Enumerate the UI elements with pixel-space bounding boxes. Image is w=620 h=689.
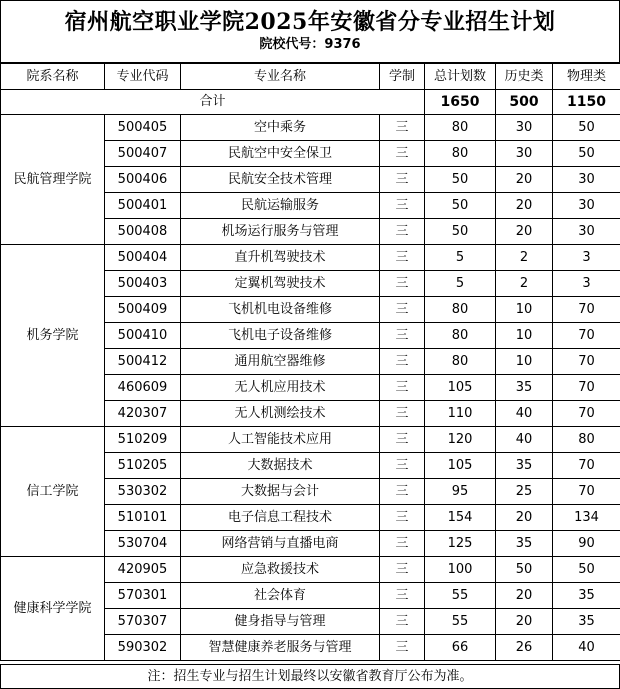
history-plan: 35: [496, 531, 553, 557]
study-years: 三: [380, 323, 425, 349]
major-code: 460609: [105, 375, 181, 401]
major-name: 应急救援技术: [181, 557, 380, 583]
total-count: 1650: [425, 90, 496, 115]
major-name: 飞机机电设备维修: [181, 297, 380, 323]
major-code: 500403: [105, 271, 181, 297]
total-plan: 5: [425, 245, 496, 271]
major-name: 人工智能技术应用: [181, 427, 380, 453]
total-plan: 80: [425, 115, 496, 141]
major-code: 510209: [105, 427, 181, 453]
major-name: 定翼机驾驶技术: [181, 271, 380, 297]
physics-plan: 70: [553, 401, 620, 427]
physics-plan: 40: [553, 635, 620, 661]
total-plan: 110: [425, 401, 496, 427]
physics-plan: 70: [553, 453, 620, 479]
major-name: 健身指导与管理: [181, 609, 380, 635]
major-name: 无人机应用技术: [181, 375, 380, 401]
history-plan: 26: [496, 635, 553, 661]
major-name: 大数据与会计: [181, 479, 380, 505]
footnote: 注：招生专业与招生计划最终以安徽省教育厅公布为准。: [0, 664, 620, 689]
table-row: [1, 427, 620, 453]
study-years: 三: [380, 193, 425, 219]
total-row: [1, 90, 620, 115]
total-plan: 50: [425, 193, 496, 219]
department-name: 健康科学学院: [1, 557, 105, 661]
physics-plan: 50: [553, 115, 620, 141]
physics-plan: 35: [553, 609, 620, 635]
study-years: 三: [380, 349, 425, 375]
major-code: 500406: [105, 167, 181, 193]
major-code: 500405: [105, 115, 181, 141]
study-years: 三: [380, 479, 425, 505]
total-plan: 5: [425, 271, 496, 297]
major-code: 500401: [105, 193, 181, 219]
study-years: 三: [380, 531, 425, 557]
physics-plan: 50: [553, 141, 620, 167]
major-name: 直升机驾驶技术: [181, 245, 380, 271]
history-plan: 10: [496, 297, 553, 323]
table-row: [1, 557, 620, 583]
total-plan: 66: [425, 635, 496, 661]
history-plan: 20: [496, 505, 553, 531]
major-code: 570301: [105, 583, 181, 609]
history-plan: 20: [496, 167, 553, 193]
major-code: 590302: [105, 635, 181, 661]
history-plan: 20: [496, 609, 553, 635]
history-plan: 30: [496, 141, 553, 167]
total-plan: 80: [425, 349, 496, 375]
total-plan: 95: [425, 479, 496, 505]
major-name: 电子信息工程技术: [181, 505, 380, 531]
physics-plan: 3: [553, 245, 620, 271]
physics-plan: 30: [553, 219, 620, 245]
total-label: 合计: [1, 90, 425, 115]
physics-plan: 70: [553, 297, 620, 323]
study-years: 三: [380, 167, 425, 193]
major-code: 500407: [105, 141, 181, 167]
physics-plan: 30: [553, 193, 620, 219]
major-name: 社会体育: [181, 583, 380, 609]
total-plan: 55: [425, 609, 496, 635]
major-code: 570307: [105, 609, 181, 635]
study-years: 三: [380, 245, 425, 271]
study-years: 三: [380, 297, 425, 323]
major-code: 420905: [105, 557, 181, 583]
history-plan: 2: [496, 271, 553, 297]
major-code: 500410: [105, 323, 181, 349]
history-plan: 40: [496, 427, 553, 453]
physics-plan: 90: [553, 531, 620, 557]
major-code: 500409: [105, 297, 181, 323]
major-name: 无人机测绘技术: [181, 401, 380, 427]
column-header: 总计划数: [425, 64, 496, 90]
study-years: 三: [380, 609, 425, 635]
study-years: 三: [380, 401, 425, 427]
total-plan: 80: [425, 323, 496, 349]
physics-plan: 3: [553, 271, 620, 297]
column-header: 学制: [380, 64, 425, 90]
title-block: [0, 0, 620, 63]
study-years: 三: [380, 219, 425, 245]
major-code: 500404: [105, 245, 181, 271]
department-name: 民航管理学院: [1, 115, 105, 245]
major-code: 530302: [105, 479, 181, 505]
physics-plan: 35: [553, 583, 620, 609]
department-name: 机务学院: [1, 245, 105, 427]
study-years: 三: [380, 375, 425, 401]
major-name: 智慧健康养老服务与管理: [181, 635, 380, 661]
physics-plan: 70: [553, 479, 620, 505]
history-plan: 25: [496, 479, 553, 505]
enrollment-table: [0, 63, 620, 661]
column-header: 历史类: [496, 64, 553, 90]
history-plan: 20: [496, 583, 553, 609]
column-header: 专业名称: [181, 64, 380, 90]
history-plan: 2: [496, 245, 553, 271]
study-years: 三: [380, 115, 425, 141]
major-name: 民航运输服务: [181, 193, 380, 219]
history-plan: 20: [496, 193, 553, 219]
major-name: 飞机电子设备维修: [181, 323, 380, 349]
history-plan: 35: [496, 375, 553, 401]
table-row: [1, 115, 620, 141]
major-name: 通用航空器维修: [181, 349, 380, 375]
study-years: 三: [380, 635, 425, 661]
major-name: 大数据技术: [181, 453, 380, 479]
total-plan: 120: [425, 427, 496, 453]
major-name: 民航空中安全保卫: [181, 141, 380, 167]
major-name: 空中乘务: [181, 115, 380, 141]
major-code: 500408: [105, 219, 181, 245]
header-row: [1, 64, 620, 90]
column-header: 物理类: [553, 64, 620, 90]
history-plan: 20: [496, 219, 553, 245]
column-header: 院系名称: [1, 64, 105, 90]
major-code: 510205: [105, 453, 181, 479]
history-plan: 40: [496, 401, 553, 427]
major-code: 510101: [105, 505, 181, 531]
total-physics: 1150: [553, 90, 620, 115]
major-name: 网络营销与直播电商: [181, 531, 380, 557]
total-plan: 80: [425, 141, 496, 167]
physics-plan: 50: [553, 557, 620, 583]
history-plan: 10: [496, 349, 553, 375]
major-code: 420307: [105, 401, 181, 427]
physics-plan: 30: [553, 167, 620, 193]
total-plan: 50: [425, 167, 496, 193]
table-row: [1, 245, 620, 271]
total-plan: 100: [425, 557, 496, 583]
history-plan: 35: [496, 453, 553, 479]
column-header: 专业代码: [105, 64, 181, 90]
physics-plan: 70: [553, 349, 620, 375]
total-plan: 125: [425, 531, 496, 557]
study-years: 三: [380, 557, 425, 583]
total-plan: 105: [425, 453, 496, 479]
study-years: 三: [380, 141, 425, 167]
history-plan: 10: [496, 323, 553, 349]
physics-plan: 70: [553, 323, 620, 349]
major-code: 500412: [105, 349, 181, 375]
total-history: 500: [496, 90, 553, 115]
total-plan: 105: [425, 375, 496, 401]
total-plan: 154: [425, 505, 496, 531]
history-plan: 30: [496, 115, 553, 141]
major-name: 机场运行服务与管理: [181, 219, 380, 245]
study-years: 三: [380, 271, 425, 297]
history-plan: 50: [496, 557, 553, 583]
physics-plan: 80: [553, 427, 620, 453]
physics-plan: 70: [553, 375, 620, 401]
total-plan: 55: [425, 583, 496, 609]
physics-plan: 134: [553, 505, 620, 531]
page-title: 宿州航空职业学院2025年安徽省分专业招生计划: [64, 9, 556, 35]
total-plan: 50: [425, 219, 496, 245]
school-code: 院校代号：9376: [259, 37, 361, 52]
major-code: 530704: [105, 531, 181, 557]
department-name: 信工学院: [1, 427, 105, 557]
study-years: 三: [380, 505, 425, 531]
total-plan: 80: [425, 297, 496, 323]
study-years: 三: [380, 453, 425, 479]
study-years: 三: [380, 427, 425, 453]
study-years: 三: [380, 583, 425, 609]
major-name: 民航安全技术管理: [181, 167, 380, 193]
